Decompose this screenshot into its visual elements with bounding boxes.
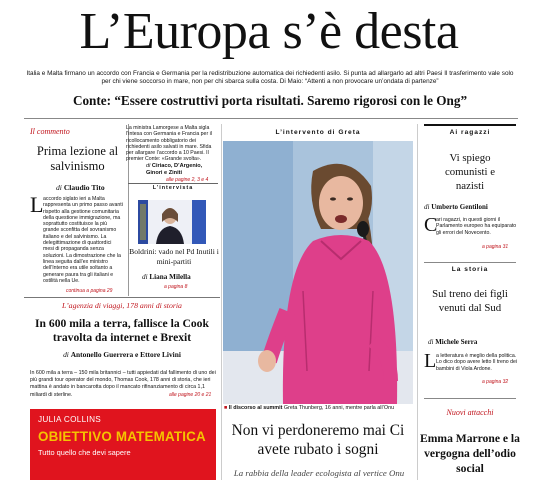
commento-cont[interactable]: continua a pagina 29 (66, 288, 113, 294)
greta-kicker: L’intervento di Greta (275, 129, 361, 136)
commento-body: accordo siglato ieri a Malta rappresenta un primo passo avanti rispetto alla gestione comunitaria della questione immigrazione, ma soprattutto costituisce la più grande sconfitta del sovranismo italiano e del salvinismo. La delegittimazione di quattordici mesi di propaganda senza soluzioni. La dimostrazione che la linea seguita dall’ex ministro dell’Interno era utile soltanto a generare paura tra gli italiani e ostilità nella Ue. (43, 196, 123, 284)
commento-kicker: Il commento (30, 127, 70, 136)
commento-byline (56, 183, 136, 192)
attacchi-title: Emma Marrone e la vergogna dell’odio social (420, 432, 520, 475)
malta-pages[interactable]: alle pagine 2, 3 e 4 (166, 177, 209, 183)
viaggi-by: di (63, 350, 69, 359)
caption-marker: ■ (224, 405, 228, 411)
viaggi-authors: Antonello Guerrera e Ettore Livini (70, 350, 181, 359)
intervista-page[interactable]: a pagina 8 (164, 284, 188, 290)
storia-author: Michele Serra (435, 338, 478, 346)
ragazzi-title: Vi spiego comunisti e nazisti (444, 152, 496, 192)
storia-by: di (428, 338, 434, 346)
intervista-kicker: L’intervista (152, 185, 194, 191)
ragazzi-body: ari ragazzi, in questi giorni il Parlamento europeo ha equiparato gli errori del Novecento. (436, 217, 517, 236)
masthead-rule (24, 118, 518, 119)
lead-summary: Italia e Malta firmano un accordo con Francia e Germania per la redistribuzione automatica dei richiedenti asilo. Si punta ad allargarlo ad altri Paesi Il trasferimento vale solo per chi viene soccorso in mare, non per chi sbarca sulla costa. Di Maio: “Attenti a non provocare un’ondata di partenze” (26, 70, 514, 86)
ad-title: OBIETTIVO MATEMATICA (38, 429, 206, 444)
malta-authors: Ciriaco, D’Argenio, Ginori e Ziniti (146, 163, 203, 176)
ragazzi-dropcap: C (424, 214, 438, 236)
storia-body: a letteratura è meglio della politica. Lo dico dopo avere letto Il treno dei bambini di Viola Ardone. (436, 353, 518, 372)
malta-by: di (146, 163, 151, 169)
ad-brand: JULIA COLLINS (38, 415, 102, 424)
intervista-rule (128, 183, 218, 184)
storia-page[interactable]: a pagina 32 (482, 379, 509, 385)
intervista-by: di (142, 273, 148, 281)
greta-caption-text: Greta Thunberg, 16 anni, mentre parla all’Onu (283, 405, 395, 411)
malta-body: La ministra Lamorgese a Malta sigla l’intesa con Germania e Francia per il ricollocamento obbligatorio dei richiedenti asilo salvati in mare. Sfida per allargare l’accordo a 10 Paesi. Il premier Conte: «Grande svolta». (126, 125, 212, 163)
greta-caption-lead: Il discorso al summit (228, 405, 283, 411)
viaggi-kicker: L’agenzia di viaggi, 178 anni di storia (62, 301, 182, 310)
commento-dropcap: L (30, 192, 44, 217)
viaggi-body: In 600 mila a terra – 150 mila britannici – tutti appiedati dal fallimento di uno dei più grandi tour operator del mondo, Thomas Cook, 178 anni di storia, che ieri mattina è andato in bancarotta dopo il mancato rifinanziamento di circa 1,1 miliardi di sterline. (30, 370, 216, 398)
ad-subtitle: Tutto quello che devi sapere (38, 448, 131, 457)
viaggi-byline (24, 350, 220, 359)
ragazzi-page[interactable]: a pagina 31 (482, 244, 509, 250)
commento-by: di (56, 183, 62, 192)
storia-dropcap: L (424, 350, 437, 372)
intervista-author: Liana Milella (149, 273, 191, 281)
front-page-headline: L’Europa s’è desta (79, 3, 459, 60)
ragazzi-rule (424, 124, 516, 126)
attacchi-rule (424, 398, 516, 399)
commento-title: Prima lezione al salvinismo (36, 144, 119, 173)
storia-rule (424, 262, 516, 263)
viaggi-pages[interactable]: alle pagine 20 e 21 (169, 392, 212, 398)
boldrini-photo (138, 200, 206, 244)
ragazzi-byline (424, 203, 518, 212)
ragazzi-by: di (424, 203, 430, 211)
viaggi-rule (24, 297, 220, 298)
attacchi-kicker: Nuovi attacchi (446, 408, 494, 417)
ragazzi-author: Umberto Gentiloni (431, 203, 488, 211)
greta-headline: Non vi perdoneremo mai Ci avete rubato i sogni (231, 422, 405, 458)
book-advertisement[interactable] (30, 409, 216, 480)
commento-author: Claudio Tito (63, 183, 105, 192)
greta-photo (223, 141, 413, 404)
storia-byline (428, 338, 522, 347)
greta-caption (224, 406, 420, 412)
col-divider-3 (417, 124, 418, 480)
intervista-byline (142, 273, 222, 282)
greta-deck: La rabbia della leader ecologista al vertice Onu (233, 468, 405, 478)
ragazzi-kicker: Ai ragazzi (449, 129, 491, 136)
viaggi-title: In 600 mila a terra, fallisce la Cook travolta da internet e Brexit (35, 317, 209, 344)
intervista-title: Boldrini: vado nel Pd Inutili i mini-partiti (129, 247, 219, 266)
malta-byline (146, 163, 218, 177)
lead-subhead: Conte: “Essere costruttivi porta risultati. Saremo rigorosi con le Ong” (72, 93, 468, 108)
storia-kicker: La storia (451, 266, 489, 273)
storia-title: Sul treno dei figli venuti dal Sud (432, 288, 508, 314)
